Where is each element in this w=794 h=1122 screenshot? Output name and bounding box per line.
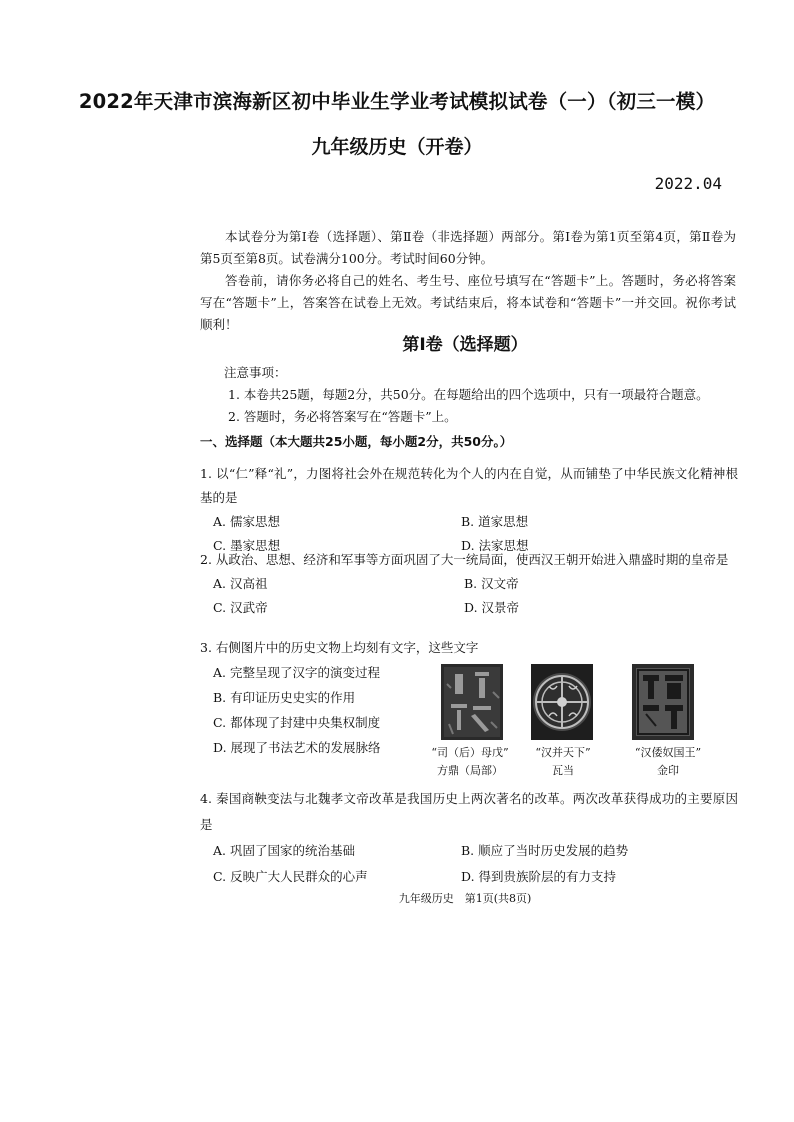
- option-d: D. 得到贵族阶层的有力支持: [461, 869, 617, 884]
- option-b: B. 顺应了当时历史发展的趋势: [461, 843, 629, 858]
- artifact-caption: [415, 744, 525, 780]
- option-c: C. 墨家思想: [213, 538, 281, 553]
- ding-inscription-image: [441, 664, 503, 744]
- intro-section: [200, 226, 736, 336]
- caption-line: 瓦当: [552, 764, 574, 777]
- option-b: B. 有印证历史史实的作用: [213, 690, 356, 705]
- caption-line: “司（后）母戊”: [431, 746, 509, 759]
- option-a: A. 儒家思想: [213, 514, 280, 529]
- intro-paragraph-2: 答卷前，请你务必将自己的姓名、考生号、座位号填写在“答题卡”上。答题时，务必将答案写在“答题卡”上，答案答在试卷上无效。考试结束后，将本试卷和“答题卡”一并交回。祝你考试顺利！: [200, 273, 736, 332]
- question-stem: 1. 以“仁”释“礼”，力图将社会外在规范转化为个人的内在自觉，从而铺垫了中华民族文化精神根基的是: [200, 466, 738, 505]
- question-stem: 2. 从政治、思想、经济和军事等方面巩固了大一统局面，使西汉王朝开始进入鼎盛时期的皇帝是: [200, 552, 729, 567]
- part-heading: 一、选择题（本大题共25小题，每小题2分，共50分。）: [200, 434, 513, 449]
- option-row: [200, 864, 738, 890]
- option-a: A. 巩固了国家的统治基础: [213, 843, 355, 858]
- option-c: C. 汉武帝: [213, 600, 268, 615]
- page-footer: 九年级历史 第1页(共8页): [398, 892, 532, 905]
- caption-line: “汉倭奴国王”: [634, 746, 702, 759]
- option-a: A. 汉高祖: [213, 576, 268, 591]
- question-4: [200, 786, 738, 890]
- wadang-tile-image: [531, 664, 593, 744]
- option-c: C. 都体现了封建中央集权制度: [213, 715, 381, 730]
- notice-block: [224, 362, 709, 428]
- question-stem: 3. 右侧图片中的历史文物上均刻有文字，这些文字: [200, 640, 479, 655]
- notice-heading: 注意事项：: [224, 365, 287, 380]
- notice-item: 2. 答题时，务必将答案写在“答题卡”上。: [228, 409, 457, 424]
- option-d: D. 汉景帝: [464, 600, 520, 615]
- option-row: [200, 572, 738, 596]
- exam-subtitle: 九年级历史（开卷）: [311, 136, 483, 158]
- caption-line: 金印: [657, 764, 679, 777]
- question-stem: 4. 秦国商鞅变法与北魏孝文帝改革是我国历史上两次著名的改革。两次改革获得成功的主要原因是: [200, 791, 738, 832]
- question-2: [200, 548, 738, 620]
- option-c: C. 反映广大人民群众的心声: [213, 869, 368, 884]
- section-title: 第Ⅰ卷（选择题）: [402, 335, 528, 355]
- option-d: D. 法家思想: [461, 538, 529, 553]
- question-3-options: [213, 660, 381, 760]
- option-row: [200, 596, 738, 620]
- caption-line: 方鼎（局部）: [437, 764, 503, 777]
- artifact-caption: [518, 744, 608, 780]
- option-row: [200, 838, 738, 864]
- option-b: B. 汉文帝: [464, 576, 519, 591]
- intro-paragraph-1: 本试卷分为第Ⅰ卷（选择题）、第Ⅱ卷（非选择题）两部分。第Ⅰ卷为第1页至第4页，第Ⅱ卷为第5页至第8页。试卷满分100分。考试时间60分钟。: [200, 229, 736, 266]
- caption-line: “汉并天下”: [535, 746, 591, 759]
- option-b: B. 道家思想: [461, 514, 529, 529]
- exam-date: 2022.04: [654, 174, 722, 193]
- gold-seal-image: [632, 664, 694, 744]
- question-1: [200, 462, 738, 558]
- option-d: D. 展现了书法艺术的发展脉络: [213, 740, 381, 755]
- artifact-caption: [618, 744, 718, 780]
- question-3: [200, 636, 738, 660]
- exam-title: 2022年天津市滨海新区初中毕业生学业考试模拟试卷（一）（初三一模）: [78, 90, 716, 113]
- option-a: A. 完整呈现了汉字的演变过程: [213, 665, 380, 680]
- option-row: [200, 510, 738, 534]
- notice-item: 1. 本卷共25题，每题2分，共50分。在每题给出的四个选项中，只有一项最符合题意。: [228, 387, 709, 402]
